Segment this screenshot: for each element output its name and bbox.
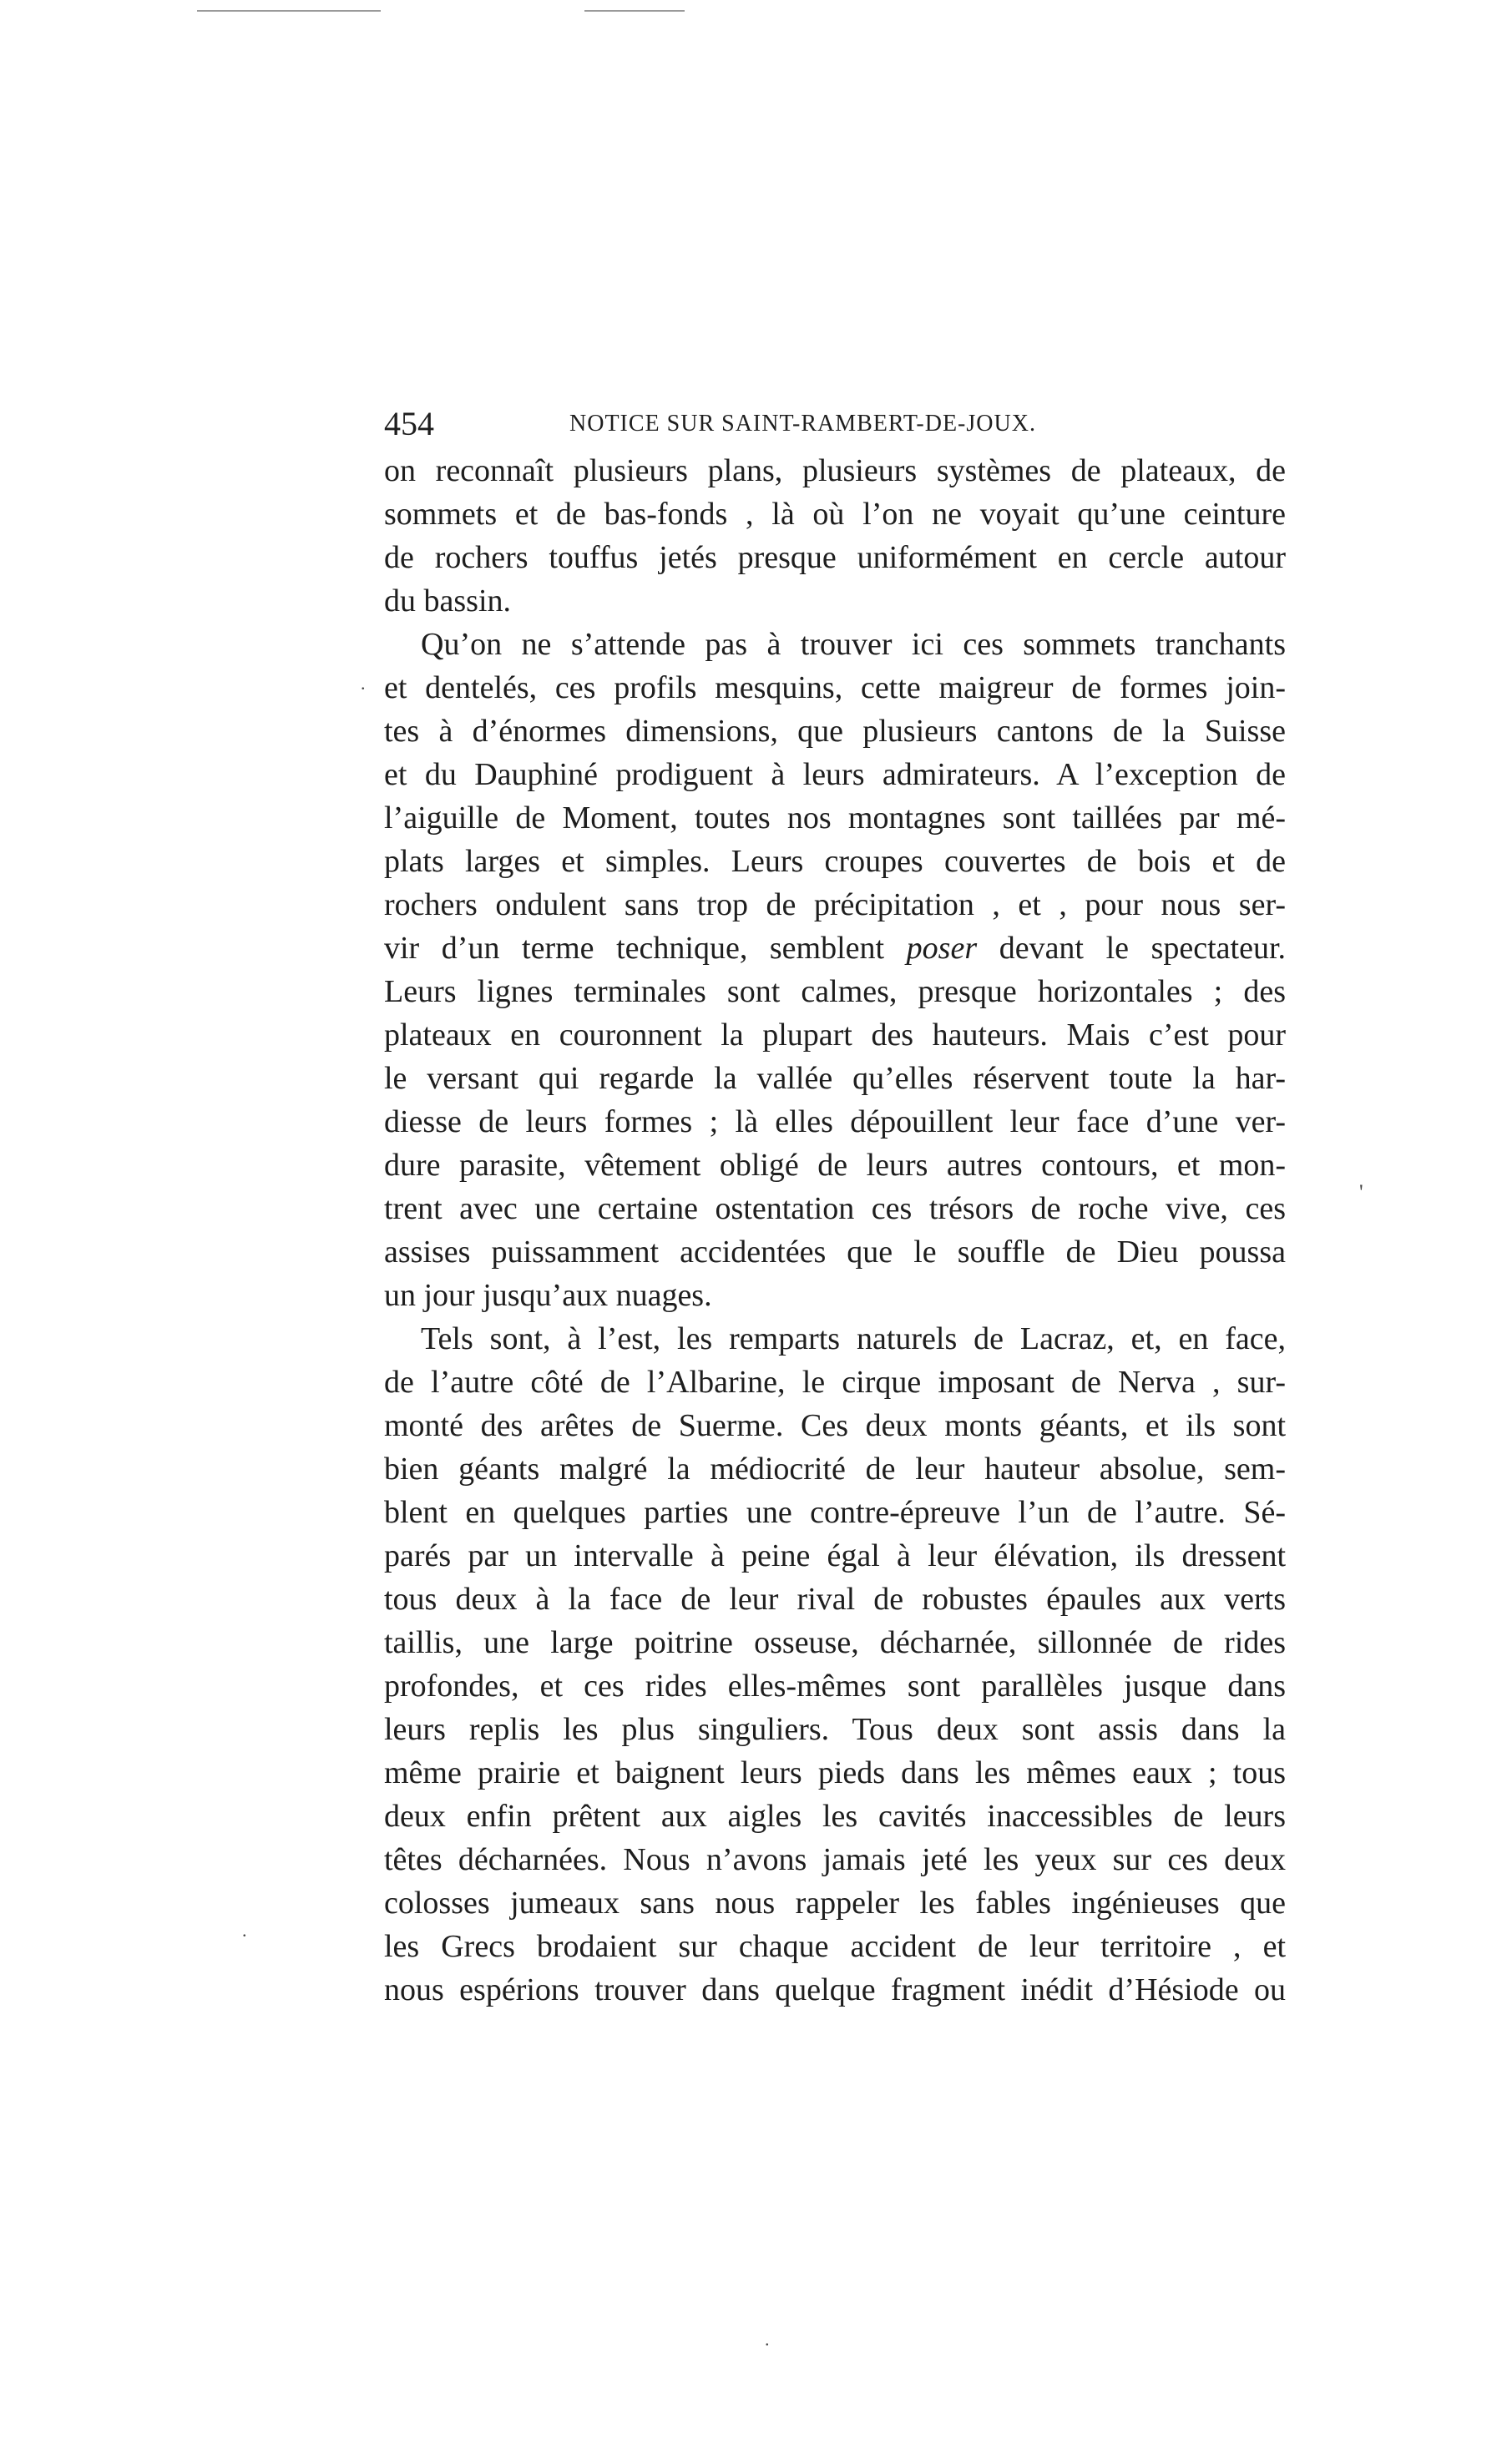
text-line: un jour jusqu’aux nuages. [384, 1278, 712, 1313]
running-title: NOTICE SUR SAINT-RAMBERT-DE-JOUX. [569, 411, 1036, 437]
text-line: dure parasite, vêtement obligé de leurs autres contours, et mon- [384, 1148, 1286, 1183]
text-line: monté des arêtes de Suerme. Ces deux monts géants, et ils sont [384, 1408, 1286, 1443]
text-line: on reconnaît plusieurs plans, plusieurs systèmes de plateaux, de [384, 453, 1286, 488]
text-line: blent en quelques parties une contre-épreuve l’un de l’autre. Sé- [384, 1495, 1286, 1530]
text-line: et du Dauphiné prodiguent à leurs admirateurs. A l’exception de [384, 757, 1286, 792]
page-header [384, 399, 1282, 449]
italic-word: poser [906, 931, 978, 966]
body-text [384, 449, 1286, 2012]
text-line: de rochers touffus jetés presque uniformément en cercle autour [384, 540, 1286, 575]
scan-edge-mark [584, 10, 685, 12]
text-line: têtes décharnées. Nous n’avons jamais jeté les yeux sur ces deux [384, 1842, 1286, 1877]
text-segment: devant le spectateur. [999, 931, 1286, 966]
paragraph-start-line: Tels sont, à l’est, les remparts naturels de Lacraz, et, en face, [421, 1321, 1286, 1356]
text-line: bien géants malgré la médiocrité de leur hauteur absolue, sem- [384, 1452, 1286, 1487]
paragraph-start-line: Qu’on ne s’attende pas à trouver ici ces sommets tranchants [421, 627, 1286, 662]
text-line: le versant qui regarde la vallée qu’elles réservent toute la har- [384, 1061, 1286, 1096]
page-number: 454 [384, 405, 434, 442]
text-line: taillis, une large poitrine osseuse, décharnée, sillonnée de rides [384, 1625, 1286, 1660]
text-line: plats larges et simples. Leurs croupes couvertes de bois et de [384, 844, 1286, 879]
margin-speck: ' [1359, 1180, 1363, 1204]
text-line: du bassin. [384, 583, 511, 619]
text-line: Leurs lignes terminales sont calmes, presque horizontales ; des [384, 974, 1286, 1009]
text-line: nous espérions trouver dans quelque fragment inédit d’Hésiode ou [384, 1972, 1286, 2007]
text-line: l’aiguille de Moment, toutes nos montagnes sont taillées par mé- [384, 800, 1286, 836]
margin-speck: . [361, 673, 366, 694]
text-line: tous deux à la face de leur rival de robustes épaules aux verts [384, 1582, 1286, 1617]
margin-speck: . [765, 2329, 770, 2350]
text-line: assises puissamment accidentées que le souffle de Dieu poussa [384, 1235, 1286, 1270]
text-line: profondes, et ces rides elles-mêmes sont parallèles jusque dans [384, 1669, 1286, 1704]
text-line: sommets et de bas-fonds , là où l’on ne voyait qu’une ceinture [384, 497, 1286, 532]
text-line: de l’autre côté de l’Albarine, le cirque imposant de Nerva , sur- [384, 1365, 1286, 1400]
text-segment: vir d’un terme technique, semblent [384, 931, 885, 966]
text-line: parés par un intervalle à peine égal à leur élévation, ils dressent [384, 1538, 1286, 1573]
text-line: même prairie et baignent leurs pieds dans les mêmes eaux ; tous [384, 1755, 1286, 1790]
text-line: colosses jumeaux sans nous rappeler les fables ingénieuses que [384, 1886, 1286, 1921]
text-line: rochers ondulent sans trop de précipitation , et , pour nous ser- [384, 887, 1286, 922]
text-line: trent avec une certaine ostentation ces trésors de roche vive, ces [384, 1191, 1286, 1226]
text-line: plateaux en couronnent la plupart des hauteurs. Mais c’est pour [384, 1017, 1286, 1053]
text-line: leurs replis les plus singuliers. Tous deux sont assis dans la [384, 1712, 1286, 1747]
scan-edge-mark [197, 10, 381, 12]
text-line: tes à d’énormes dimensions, que plusieurs cantons de la Suisse [384, 714, 1286, 749]
text-line: les Grecs brodaient sur chaque accident de leur territoire , et [384, 1929, 1286, 1964]
text-line: et dentelés, ces profils mesquins, cette maigreur de formes join- [384, 670, 1286, 705]
text-line: deux enfin prêtent aux aigles les cavités inaccessibles de leurs [384, 1799, 1286, 1834]
text-line: diesse de leurs formes ; là elles dépouillent leur face d’une ver- [384, 1104, 1286, 1139]
text-line [384, 927, 1286, 970]
margin-speck: . [242, 1920, 247, 1941]
